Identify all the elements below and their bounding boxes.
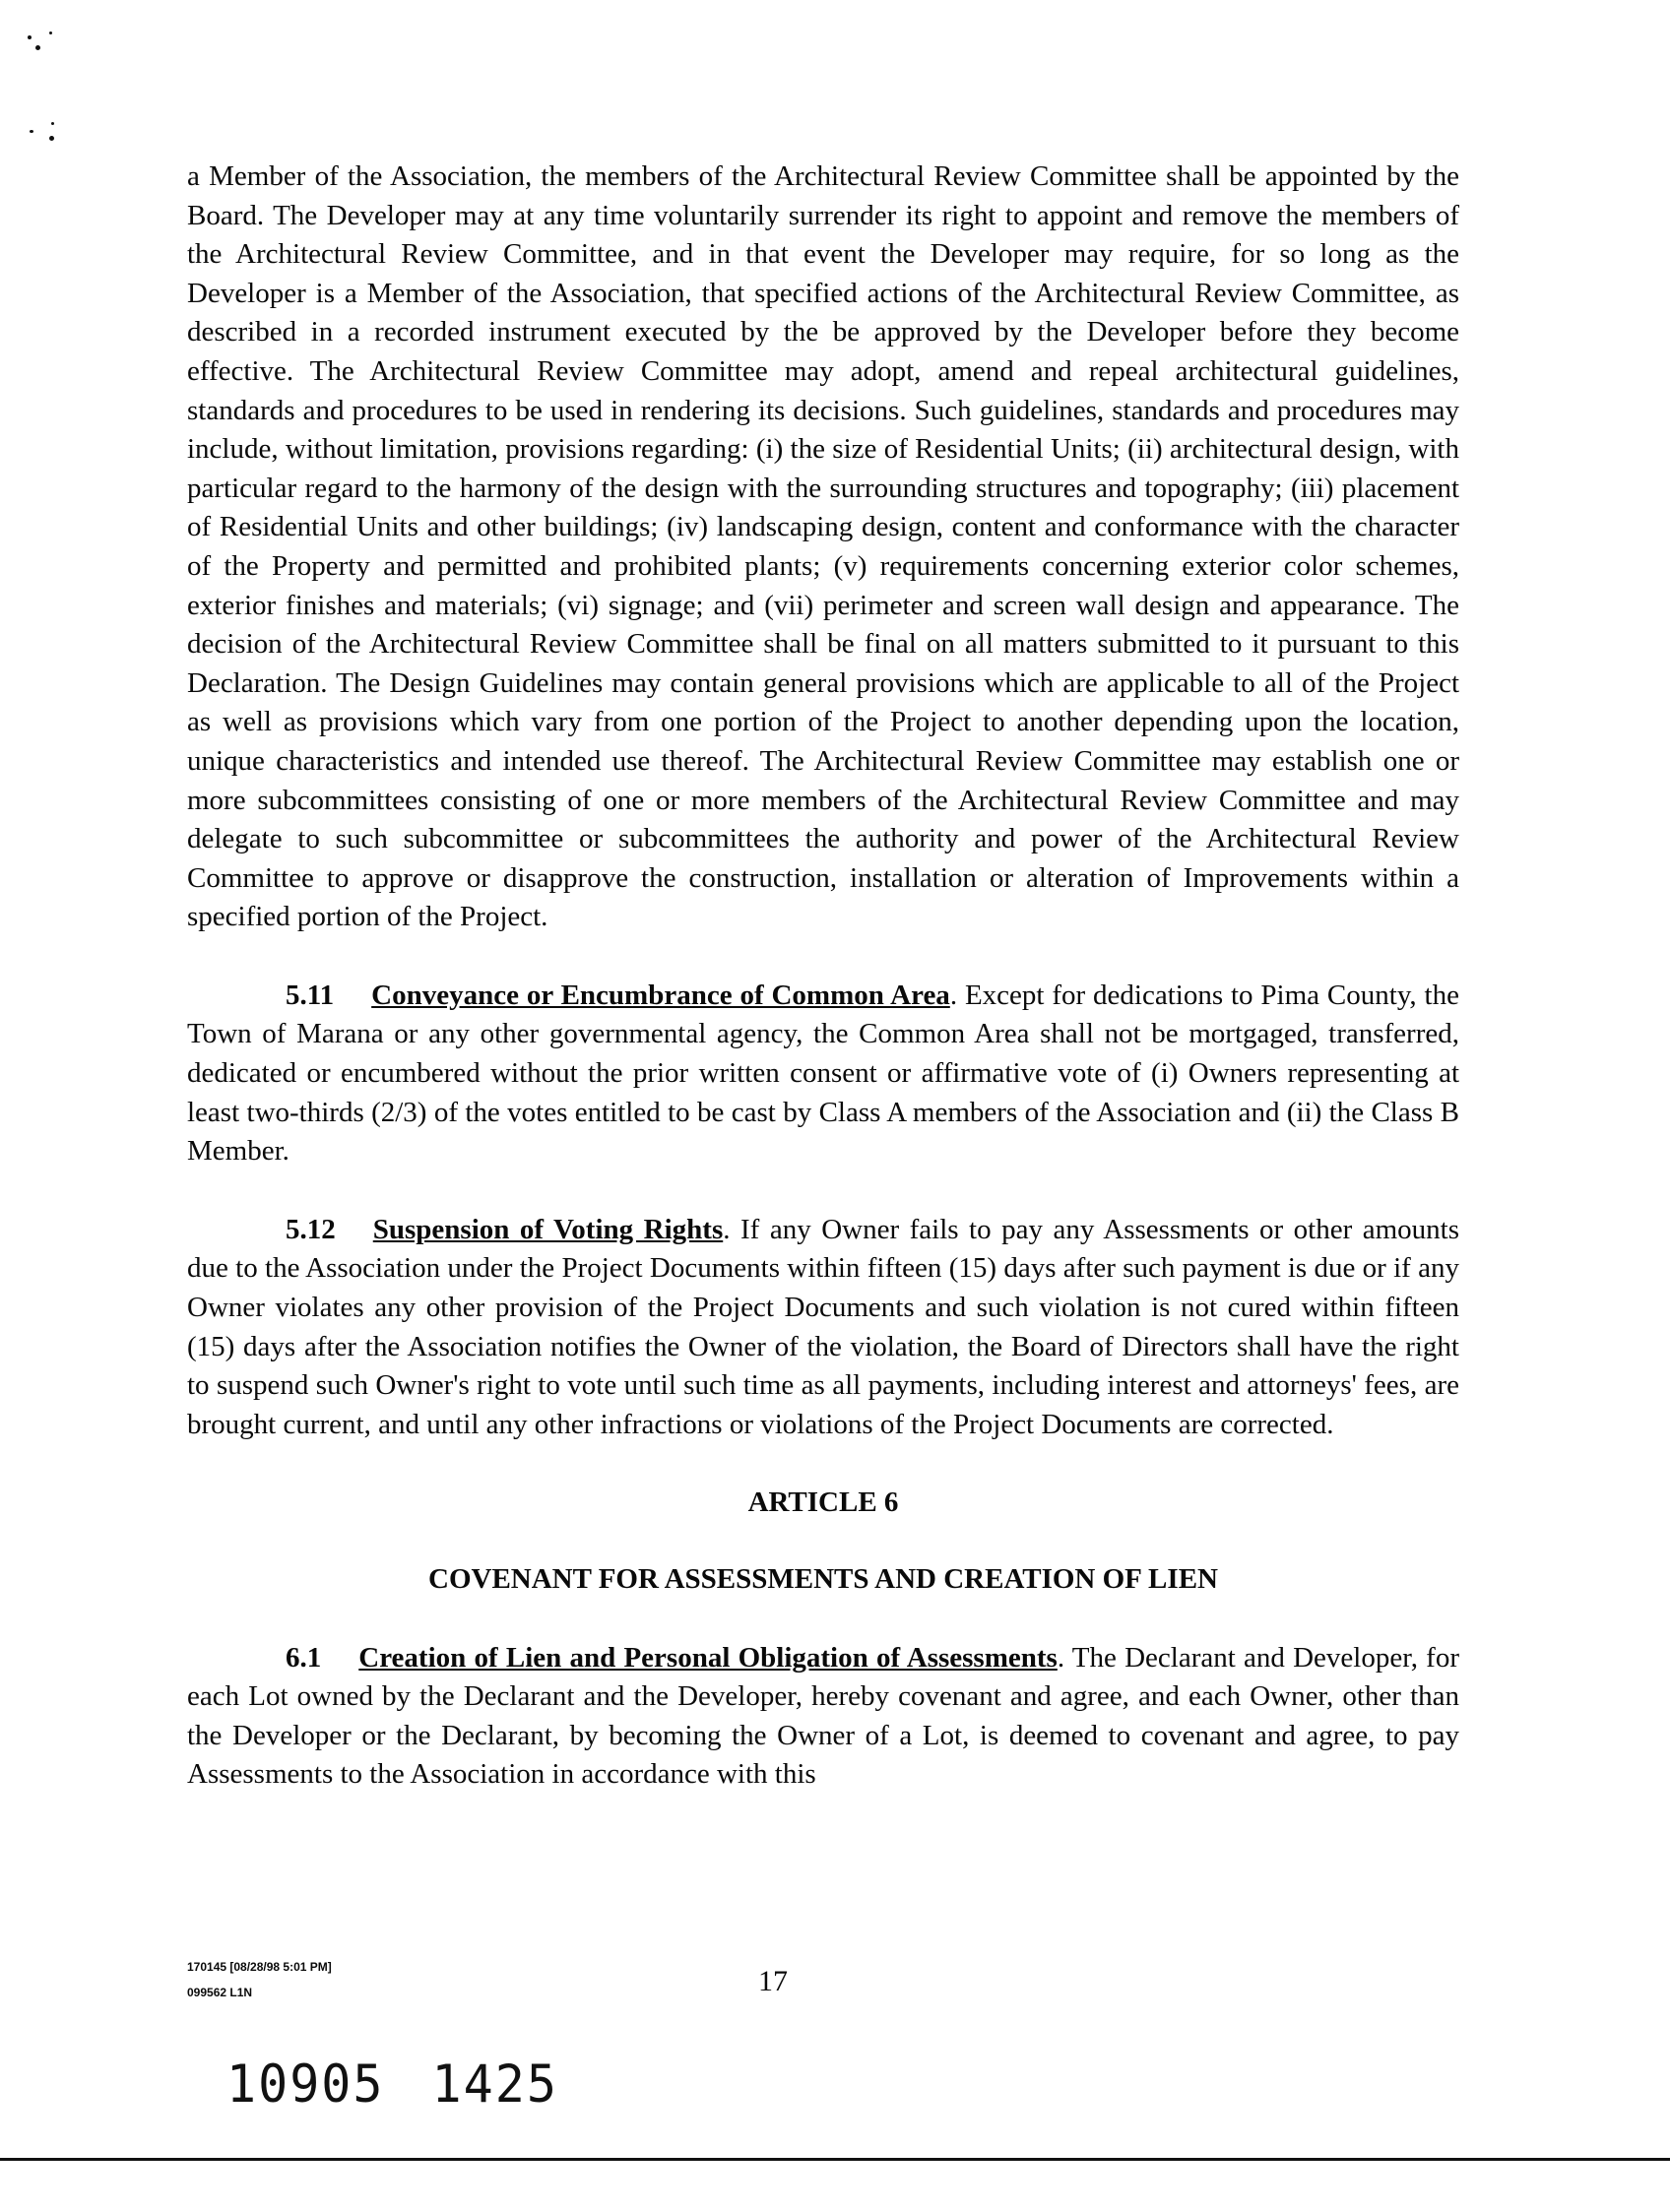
page-number: 17 bbox=[758, 1965, 788, 1997]
article-label: ARTICLE 6 bbox=[747, 1486, 899, 1519]
section-title: Suspension of Voting Rights bbox=[372, 1213, 724, 1245]
section-number: 6.1 bbox=[286, 1641, 322, 1674]
continuation-paragraph: a Member of the Association, the members of the Architectural Review Committee shall be appointed by the Board. The Developer may at any time voluntarily surrender its right to appoint and remove the members of the Architectural Review Committee, and in that event the Developer may require, for so long as the Developer is a Member of the Association, that specified actions of the Architectural Review Committee, as described in a recorded instrument executed by the be approved by the Developer before they become effective. The Architectural Review Committee may adopt, amend and repeal architectural guidelines, standards and procedures to be used in rendering its decisions. Such guidelines, standards and procedures may include, without limitation, provisions regarding: (i) the size of Residential Units; (ii) architectural design, with particular regard to the harmony of the design with the surrounding structures and topography; (iii) placement of Residential Units and other buildings; (iv) landscaping design, content and conformance with the character of the Property and permitted and prohibited plants; (v) requirements concerning exterior color schemes, exterior finishes and materials; (vi) signage; and (vii) perimeter and screen wall design and appearance. The decision of the Architectural Review Committee shall be final on all matters submitted to it pursuant to this Declaration. The Design Guidelines may contain general provisions which are applicable to all of the Project as well as provisions which vary from one portion of the Project to another depending upon the location, unique characteristics and intended use thereof. The Architectural Review Committee may establish one or more subcommittees consisting of one or more members of the Architectural Review Committee and may delegate to such subcommittee or subcommittees the authority and power of the Architectural Review Committee to approve or disapprove the construction, installation or alteration of Improvements within a specified portion of the Project. bbox=[187, 160, 1459, 933]
section-number: 5.12 bbox=[286, 1213, 336, 1245]
section-title: Conveyance or Encumbrance of Common Area bbox=[371, 979, 950, 1011]
footer-doc-id: 170145 [08/28/98 5:01 PM] bbox=[187, 1960, 332, 1974]
recording-page: 1425 bbox=[431, 2054, 558, 2115]
section-number: 5.11 bbox=[286, 979, 335, 1011]
section-5-12: 5.12 Suspension of Voting Rights. If any Owner fails to pay any Assessments or other amounts due to the Association under the Project Documents within fifteen (15) days after such payment is due or if any Owner violates any other provision of the Project Documents and such violation is not cured within fifteen (15) days after the Association notifies the Owner of the violation, the Board of Directors shall have the right to suspend such Owner's right to vote until such time as all payments, including interest and attorneys' fees, are brought current, and until any other infractions or violations of the Project Documents are corrected. bbox=[187, 1213, 1459, 1440]
section-6-1: 6.1 Creation of Lien and Personal Obligation of Assessments. The Declarant and Developer, for each Lot owned by the Declarant and the Developer, hereby covenant and agree, and each Owner, other than the Developer or the Declarant, by becoming the Owner of a Lot, is deemed to covenant and agree, to pay Assessments to the Association in accordance with this bbox=[187, 1641, 1459, 1791]
bottom-rule bbox=[0, 2158, 1670, 2161]
document-body bbox=[187, 158, 1459, 1834]
section-text: Except for dedications to Pima County, the Town of Marana or any other governmental agency, the Common Area shall not be mortgaged, transferred, dedicated or encumbered without the prior written consent or affirmative vote of (i) Owners representing at least two-thirds (2/3) of the votes entitled to be cast by Class A members of the Association and (ii) the Class B Member. bbox=[187, 979, 1459, 1168]
scan-artifact-marks bbox=[20, 20, 59, 158]
section-text: If any Owner fails to pay any Assessments or other amounts due to the Association under the Project Documents within fifteen (15) days after such payment is due or if any Owner violates any other provision of the Project Documents and such violation is not cured within fifteen (15) days after the Association notifies the Owner of the violation, the Board of Directors shall have the right to suspend such Owner's right to vote until such time as all payments, including interest and attorneys' fees, are brought current, and until any other infractions or violations of the Project Documents are corrected. bbox=[187, 1213, 1459, 1440]
recording-stamp bbox=[226, 2054, 558, 2115]
recording-book: 10905 bbox=[226, 2054, 385, 2115]
section-5-11: 5.11 Conveyance or Encumbrance of Common Area. Except for dedications to Pima County, the Town of Marana or any other governmental agency, the Common Area shall not be mortgaged, transferred, dedicated or encumbered without the prior written consent or affirmative vote of (i) Owners representing at least two-thirds (2/3) of the votes entitled to be cast by Class A members of the Association and (ii) the Class B Member. bbox=[187, 979, 1459, 1168]
section-text: The Declarant and Developer, for each Lot owned by the Declarant and the Developer, hereby covenant and agree, and each Owner, other than the Developer or the Declarant, by becoming the Owner of a Lot, is deemed to covenant and agree, to pay Assessments to the Association in accordance with this bbox=[187, 1641, 1459, 1791]
footer-file-code: 099562 L1N bbox=[187, 1986, 253, 1999]
section-title: Creation of Lien and Personal Obligation of Assessments bbox=[358, 1641, 1058, 1674]
article-title: COVENANT FOR ASSESSMENTS AND CREATION OF LIEN bbox=[428, 1563, 1218, 1595]
